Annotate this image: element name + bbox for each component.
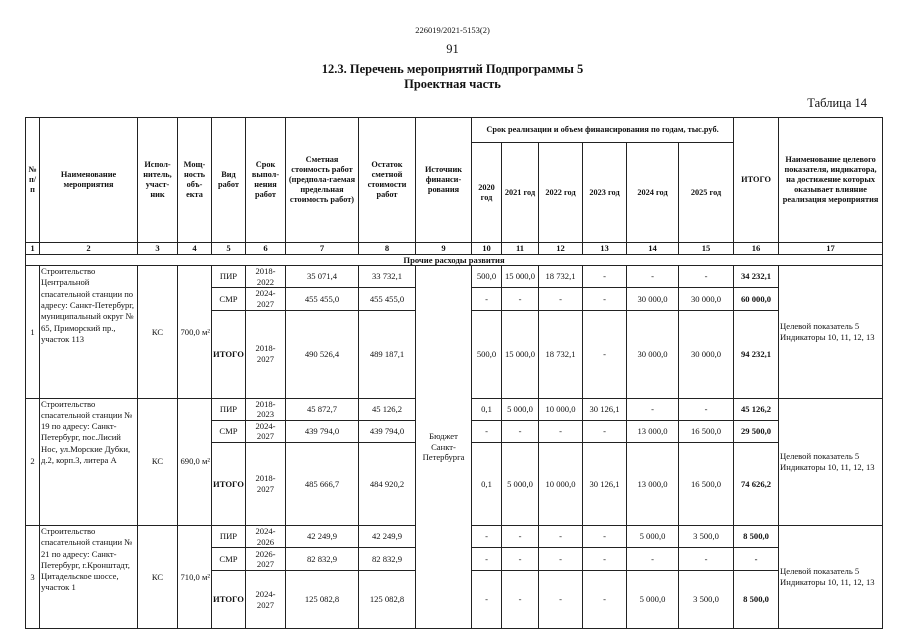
remainder-value: 484 920,2: [359, 442, 416, 525]
header-funding-group: Срок реализации и объем финансирования по годам, тыс.руб.: [472, 118, 734, 143]
year-value: 5 000,0: [627, 571, 679, 629]
work-type: ПИР: [212, 398, 246, 420]
year-value: -: [583, 525, 627, 547]
page-number: 91: [446, 42, 459, 56]
year-value: 18 732,1: [539, 266, 583, 288]
year-value: -: [502, 548, 539, 571]
column-number: 6: [246, 243, 286, 255]
column-number: 8: [359, 243, 416, 255]
year-value: 0,1: [472, 442, 502, 525]
work-period: 2018-2027: [246, 310, 286, 398]
total-value: 8 500,0: [734, 571, 779, 629]
work-type: СМР: [212, 420, 246, 442]
year-value: -: [679, 266, 734, 288]
column-number: 11: [502, 243, 539, 255]
work-type: ИТОГО: [212, 310, 246, 398]
remainder-value: 455 455,0: [359, 288, 416, 310]
year-value: -: [583, 548, 627, 571]
table-row: [26, 266, 883, 288]
estimate-value: 485 666,7: [286, 442, 359, 525]
year-value: -: [583, 571, 627, 629]
year-value: 500,0: [472, 310, 502, 398]
funding-source: Бюджет Санкт-Петербурга: [416, 266, 472, 629]
work-period: 2024-2027: [246, 288, 286, 310]
work-type: ПИР: [212, 525, 246, 547]
remainder-value: 45 126,2: [359, 398, 416, 420]
year-value: -: [539, 420, 583, 442]
header-total: ИТОГО: [734, 118, 779, 243]
year-value: 13 000,0: [627, 442, 679, 525]
header-remainder: Остаток сметной стоимости работ: [359, 118, 416, 243]
work-type: ПИР: [212, 266, 246, 288]
header-year: 2022 год: [539, 143, 583, 243]
work-period: 2024-2027: [246, 571, 286, 629]
work-type: СМР: [212, 288, 246, 310]
title-line-1: 12.3. Перечень мероприятий Подпрограммы 5: [321, 62, 584, 76]
year-value: 18 732,1: [539, 310, 583, 398]
column-number: 9: [416, 243, 472, 255]
estimate-value: 439 794,0: [286, 420, 359, 442]
year-value: -: [472, 548, 502, 571]
column-number: 4: [178, 243, 212, 255]
estimate-value: 125 082,8: [286, 571, 359, 629]
total-value: 45 126,2: [734, 398, 779, 420]
year-value: -: [679, 548, 734, 571]
estimate-value: 42 249,9: [286, 525, 359, 547]
document-id: 226019/2021-5153(2): [415, 25, 490, 35]
total-value: 74 626,2: [734, 442, 779, 525]
work-type: ИТОГО: [212, 442, 246, 525]
estimate-value: 35 071,4: [286, 266, 359, 288]
header-num: № п/п: [26, 118, 40, 243]
item-indicator: Целевой показатель 5 Индикаторы 10, 11, 12, 13: [779, 525, 883, 628]
work-period: 2018-2022: [246, 266, 286, 288]
year-value: 500,0: [472, 266, 502, 288]
year-value: 0,1: [472, 398, 502, 420]
work-period: 2018-2023: [246, 398, 286, 420]
year-value: -: [583, 266, 627, 288]
item-executor: КС: [138, 525, 178, 628]
measures-table: [25, 117, 883, 629]
work-period: 2024-2027: [246, 420, 286, 442]
remainder-value: 33 732,1: [359, 266, 416, 288]
column-number: 16: [734, 243, 779, 255]
year-value: -: [539, 288, 583, 310]
column-number: 14: [627, 243, 679, 255]
header-year: 2023 год: [583, 143, 627, 243]
year-value: -: [539, 525, 583, 547]
header-source: Источник финанси-рования: [416, 118, 472, 243]
year-value: 10 000,0: [539, 398, 583, 420]
year-value: 30 126,1: [583, 442, 627, 525]
estimate-value: 455 455,0: [286, 288, 359, 310]
item-capacity: 700,0 м²: [178, 266, 212, 398]
column-number: 15: [679, 243, 734, 255]
year-value: 15 000,0: [502, 266, 539, 288]
header-executor: Испол-нитель, участ-ник: [138, 118, 178, 243]
header-name: Наименование мероприятия: [40, 118, 138, 243]
column-number: 7: [286, 243, 359, 255]
year-value: 30 126,1: [583, 398, 627, 420]
remainder-value: 489 187,1: [359, 310, 416, 398]
year-value: 30 000,0: [627, 288, 679, 310]
item-name: Строительство Центральной спасательной станции по адресу: Санкт-Петербург, муниципальный округ № 65, Приморский пр., участок 113: [40, 266, 138, 398]
column-number: 5: [212, 243, 246, 255]
estimate-value: 45 872,7: [286, 398, 359, 420]
total-value: 60 000,0: [734, 288, 779, 310]
total-value: 8 500,0: [734, 525, 779, 547]
table-caption: Таблица 14: [807, 96, 867, 110]
item-name: Строительство спасательной станции № 21 по адресу: Санкт-Петербург, г.Кронштадт, Цитадельское шоссе, участок 1: [40, 525, 138, 628]
item-executor: КС: [138, 398, 178, 525]
column-number: 3: [138, 243, 178, 255]
header-year: 2025 год: [679, 143, 734, 243]
work-period: 2024-2026: [246, 525, 286, 547]
title-line-2: Проектная часть: [404, 77, 501, 91]
year-value: -: [502, 288, 539, 310]
year-value: -: [472, 288, 502, 310]
column-number: 12: [539, 243, 583, 255]
year-value: -: [539, 571, 583, 629]
section-title: Прочие расходы развития: [26, 254, 883, 266]
year-value: -: [627, 266, 679, 288]
year-value: 5 000,0: [502, 398, 539, 420]
item-capacity: 710,0 м²: [178, 525, 212, 628]
work-period: 2018-2027: [246, 442, 286, 525]
remainder-value: 125 082,8: [359, 571, 416, 629]
header-year: 2020 год: [472, 143, 502, 243]
total-value: 29 500,0: [734, 420, 779, 442]
year-value: 16 500,0: [679, 420, 734, 442]
year-value: -: [627, 398, 679, 420]
header-indicator: Наименование целевого показателя, индикатора, на достижение которых оказывает влияние реализация мероприятия: [779, 118, 883, 243]
estimate-value: 82 832,9: [286, 548, 359, 571]
work-period: 2026-2027: [246, 548, 286, 571]
item-number: 1: [26, 266, 40, 398]
year-value: -: [627, 548, 679, 571]
column-number: 1: [26, 243, 40, 255]
header-work-type: Вид работ: [212, 118, 246, 243]
total-value: -: [734, 548, 779, 571]
column-numbers-row: [26, 243, 883, 255]
total-value: 94 232,1: [734, 310, 779, 398]
year-value: 16 500,0: [679, 442, 734, 525]
year-value: -: [502, 571, 539, 629]
remainder-value: 42 249,9: [359, 525, 416, 547]
year-value: 10 000,0: [539, 442, 583, 525]
year-value: -: [583, 288, 627, 310]
year-value: -: [472, 525, 502, 547]
year-value: -: [583, 310, 627, 398]
year-value: -: [679, 398, 734, 420]
header-capacity: Мощ-ность объ-екта: [178, 118, 212, 243]
work-type: СМР: [212, 548, 246, 571]
total-value: 34 232,1: [734, 266, 779, 288]
year-value: -: [583, 420, 627, 442]
header-year: 2024 год: [627, 143, 679, 243]
year-value: 30 000,0: [679, 288, 734, 310]
item-indicator: Целевой показатель 5 Индикаторы 10, 11, 12, 13: [779, 266, 883, 398]
column-number: 10: [472, 243, 502, 255]
work-type: ИТОГО: [212, 571, 246, 629]
year-value: -: [539, 548, 583, 571]
item-capacity: 690,0 м²: [178, 398, 212, 525]
section-row: [26, 254, 883, 266]
year-value: -: [472, 571, 502, 629]
year-value: 5 000,0: [502, 442, 539, 525]
year-value: 15 000,0: [502, 310, 539, 398]
estimate-value: 490 526,4: [286, 310, 359, 398]
year-value: -: [472, 420, 502, 442]
header-period: Срок выпол-нения работ: [246, 118, 286, 243]
item-number: 3: [26, 525, 40, 628]
year-value: -: [502, 525, 539, 547]
remainder-value: 439 794,0: [359, 420, 416, 442]
header-estimate: Сметная стоимость работ (предпола-гаемая предельная стоимость работ): [286, 118, 359, 243]
column-number: 13: [583, 243, 627, 255]
column-number: 17: [779, 243, 883, 255]
page-title: [0, 62, 905, 92]
item-name: Строительство спасательной станции № 19 по адресу: Санкт-Петербург, пос.Лисий Нос, ул.Морские Дубки, д.2, корп.3, литера А: [40, 398, 138, 525]
remainder-value: 82 832,9: [359, 548, 416, 571]
item-executor: КС: [138, 266, 178, 398]
year-value: 3 500,0: [679, 525, 734, 547]
item-indicator: Целевой показатель 5 Индикаторы 10, 11, 12, 13: [779, 398, 883, 525]
year-value: 3 500,0: [679, 571, 734, 629]
year-value: 5 000,0: [627, 525, 679, 547]
year-value: -: [502, 420, 539, 442]
year-value: 13 000,0: [627, 420, 679, 442]
column-number: 2: [40, 243, 138, 255]
item-number: 2: [26, 398, 40, 525]
header-year: 2021 год: [502, 143, 539, 243]
year-value: 30 000,0: [679, 310, 734, 398]
year-value: 30 000,0: [627, 310, 679, 398]
